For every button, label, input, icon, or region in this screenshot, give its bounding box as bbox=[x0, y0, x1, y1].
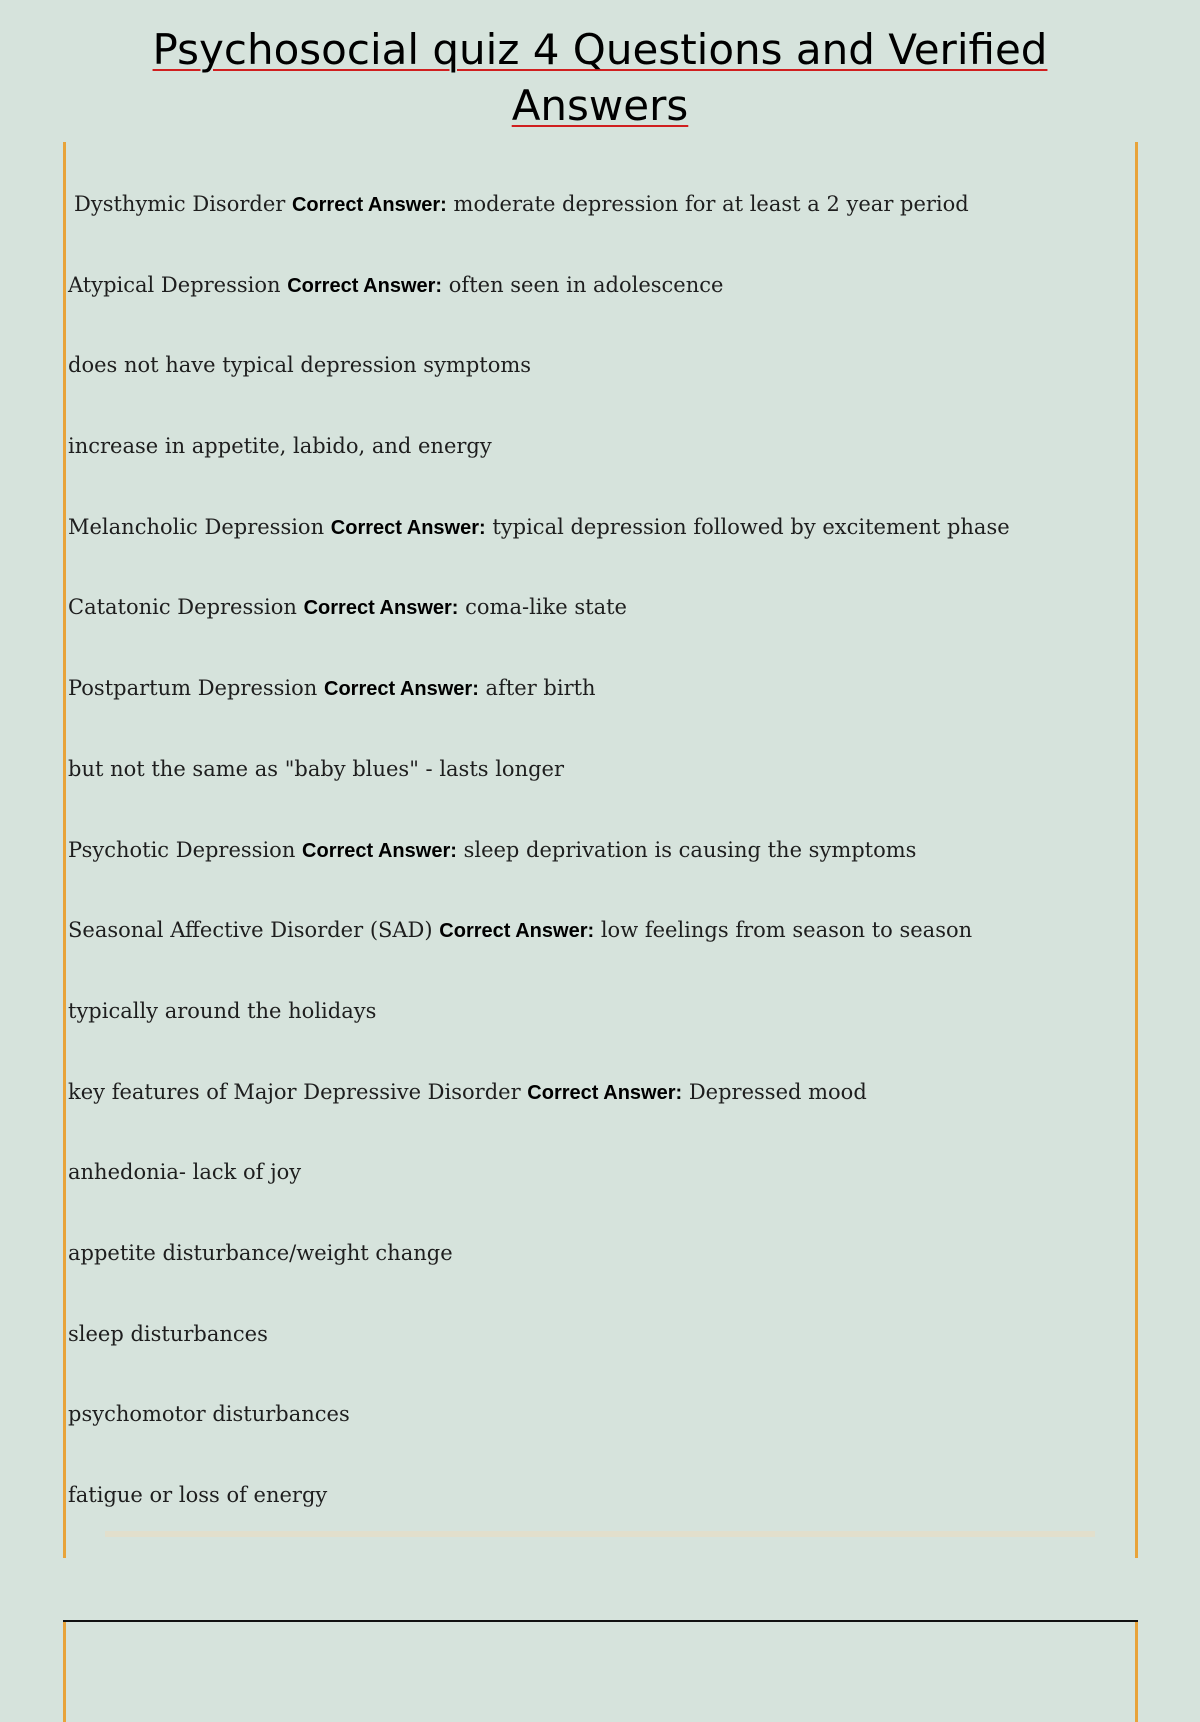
term-text: Psychotic Depression bbox=[68, 837, 296, 862]
document-title bbox=[60, 22, 1140, 134]
page-border-right bbox=[1135, 142, 1138, 1558]
next-page-frame bbox=[63, 1620, 1138, 1722]
title-line-1: Psychosocial quiz 4 Questions and Verified bbox=[152, 25, 1048, 74]
qa-list bbox=[68, 186, 1128, 1558]
note-line: but not the same as "baby blues" - lasts longer bbox=[68, 756, 565, 781]
term-text: Dysthymic Disorder bbox=[74, 192, 286, 216]
answer-text: Depressed mood bbox=[688, 1079, 867, 1104]
term-text: Catatonic Depression bbox=[68, 595, 297, 620]
term-text: Seasonal Affective Disorder (SAD) bbox=[68, 918, 433, 943]
qa-line bbox=[68, 589, 1128, 670]
term-text: key features of Major Depressive Disorder bbox=[68, 1079, 521, 1104]
note-line: does not have typical depression symptoms bbox=[68, 353, 532, 378]
answer-label: Correct Answer: bbox=[303, 597, 459, 620]
note-line: typically around the holidays bbox=[68, 998, 377, 1023]
answer-text: coma-like state bbox=[465, 595, 627, 620]
answer-text: typical depression followed by excitement phase bbox=[492, 514, 1010, 539]
note-line: appetite disturbance/weight change bbox=[68, 1240, 453, 1265]
next-page-border-left bbox=[63, 1622, 66, 1722]
title-line-2: Answers bbox=[511, 81, 689, 130]
answer-label: Correct Answer: bbox=[302, 839, 457, 862]
qa-line bbox=[68, 832, 1128, 913]
qa-line bbox=[68, 1074, 1128, 1155]
answer-text: often seen in adolescence bbox=[448, 272, 724, 297]
note-line: sleep disturbances bbox=[68, 1321, 268, 1346]
answer-label: Correct Answer: bbox=[527, 1081, 683, 1104]
answer-label: Correct Answer: bbox=[439, 920, 595, 943]
answer-label: Correct Answer: bbox=[287, 274, 443, 297]
note-line: increase in appetite, labido, and energy bbox=[68, 434, 492, 459]
note-line: fatigue or loss of energy bbox=[68, 1483, 328, 1507]
term-text: Postpartum Depression bbox=[68, 676, 318, 701]
note-line: anhedonia- lack of joy bbox=[68, 1160, 302, 1185]
answer-text: low feelings from season to season bbox=[600, 918, 973, 943]
answer-label: Correct Answer: bbox=[324, 678, 479, 701]
term-text: Melancholic Depression bbox=[68, 514, 325, 539]
page-border-left bbox=[63, 142, 66, 1558]
answer-text: sleep deprivation is causing the symptoms bbox=[463, 837, 917, 862]
qa-line bbox=[68, 670, 1128, 751]
qa-line bbox=[68, 186, 1128, 267]
term-text: Atypical Depression bbox=[68, 272, 281, 297]
next-page-border-right bbox=[1135, 1622, 1138, 1722]
answer-label: Correct Answer: bbox=[291, 194, 447, 216]
answer-text: after birth bbox=[485, 676, 596, 701]
qa-line bbox=[68, 912, 1128, 993]
answer-label: Correct Answer: bbox=[330, 516, 486, 539]
qa-line bbox=[68, 509, 1128, 590]
qa-line bbox=[68, 267, 1128, 348]
note-line: psychomotor disturbances bbox=[68, 1402, 350, 1427]
answer-text: moderate depression for at least a 2 year period bbox=[453, 192, 969, 216]
